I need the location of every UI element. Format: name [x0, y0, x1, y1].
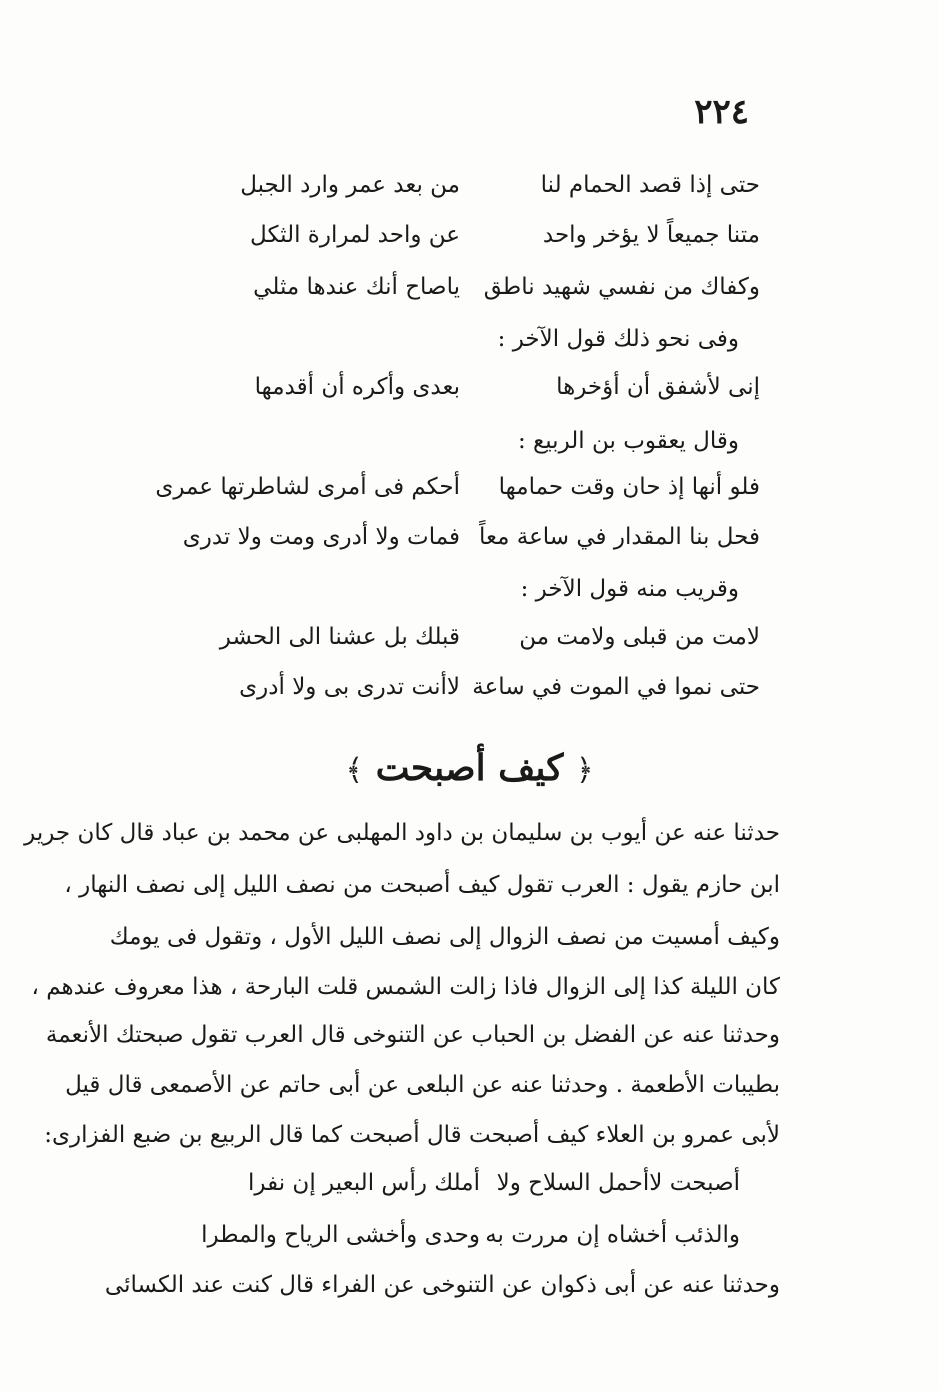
verse-line — [160, 162, 760, 208]
intro-line: وفى نحو ذلك قول الآخر : — [497, 326, 739, 352]
verse-line — [155, 464, 760, 510]
verse-hemistich-first: حتى نموا في الموت في ساعة — [472, 674, 760, 700]
ornamental-bracket-close: ﴾ — [345, 753, 364, 788]
prose-line: ابن حازم يقول : العرب تقول كيف أصبحت من نصف الليل إلى نصف النهار ، — [64, 872, 780, 898]
verse-line — [160, 212, 760, 258]
verse-hemistich-second: قبلك بل عشنا الى الحشر — [219, 624, 460, 650]
prose-line: وكيف أمسيت من نصف الزوال إلى نصف الليل الأول ، وتقول فى يومك — [109, 924, 780, 950]
verse-hemistich-second: من بعد عمر وارد الجبل — [240, 172, 460, 198]
verse-hemistich-second: أملك رأس البعير إن نفرا — [248, 1170, 480, 1196]
prose-line: حدثنا عنه عن أيوب بن سليمان بن داود المهلبى عن محمد بن عباد قال كان جرير — [24, 820, 780, 846]
prose-line: وحدثنا عنه عن الفضل بن الحباب عن التنوخى قال العرب تقول صبحتك الأنعمة — [45, 1022, 780, 1048]
verse-hemistich-first: متنا جميعاً لا يؤخر واحد — [542, 222, 760, 248]
prose-line: بطيبات الأطعمة . وحدثنا عنه عن البلعى عن أبى حاتم عن الأصمعى قال قيل — [65, 1072, 780, 1098]
verse-line — [160, 264, 760, 310]
verse-hemistich-second: ياصاح أنك عندها مثلي — [253, 274, 460, 300]
verse-hemistich-second: فمات ولا أدرى ومت ولا تدرى — [182, 524, 460, 550]
prose-line: كان الليلة كذا إلى الزوال فاذا زالت الشمس قلت البارحة ، هذا معروف عندهم ، — [31, 974, 780, 1000]
section-heading-text: كيف أصبحت — [375, 747, 564, 789]
verse-hemistich-first: لامت من قبلى ولامت من — [519, 624, 760, 650]
verse-line — [160, 664, 760, 710]
verse-line — [160, 614, 760, 660]
verse-hemistich-first: فلو أنها إذ حان وقت حمامها — [498, 474, 760, 500]
prose-line: لأبى عمرو بن العلاء كيف أصبحت قال أصبحت كما قال الربيع بن ضبع الفزارى: — [44, 1122, 780, 1148]
ornamental-bracket-open: ﴿ — [575, 753, 594, 788]
verse-hemistich-first: إنى لأشفق أن أؤخرها — [556, 374, 760, 400]
verse-line — [180, 1160, 740, 1206]
verse-hemistich-first: حتى إذا قصد الحمام لنا — [540, 172, 760, 198]
verse-hemistich-first: أصبحت لاأحمل السلاح ولا — [496, 1170, 740, 1196]
intro-line: وقال يعقوب بن الربيع : — [517, 428, 739, 454]
verse-line — [160, 514, 760, 560]
verse-hemistich-second: وحدى وأخشى الرياح والمطرا — [201, 1222, 480, 1248]
intro-line: وقريب منه قول الآخر : — [520, 576, 739, 602]
verse-line — [160, 364, 760, 410]
page-number: ٢٢٤ — [694, 92, 749, 132]
section-heading — [0, 738, 939, 798]
verse-hemistich-first: فحل بنا المقدار في ساعة معاً — [479, 524, 760, 550]
verse-hemistich-second: عن واحد لمرارة الثكل — [250, 222, 460, 248]
verse-hemistich-second: أحكم فى أمرى لشاطرتها عمرى — [155, 474, 460, 500]
verse-hemistich-second: لاأنت تدرى بى ولا أدرى — [239, 674, 460, 700]
verse-hemistich-first: والذئب أخشاه إن مررت به — [485, 1222, 740, 1248]
verse-hemistich-first: وكفاك من نفسي شهيد ناطق — [483, 274, 760, 300]
verse-hemistich-second: بعدى وأكره أن أقدمها — [254, 374, 460, 400]
prose-line: وحدثنا عنه عن أبى ذكوان عن التنوخى عن الفراء قال كنت عند الكسائى — [104, 1272, 780, 1298]
verse-line — [180, 1212, 740, 1258]
